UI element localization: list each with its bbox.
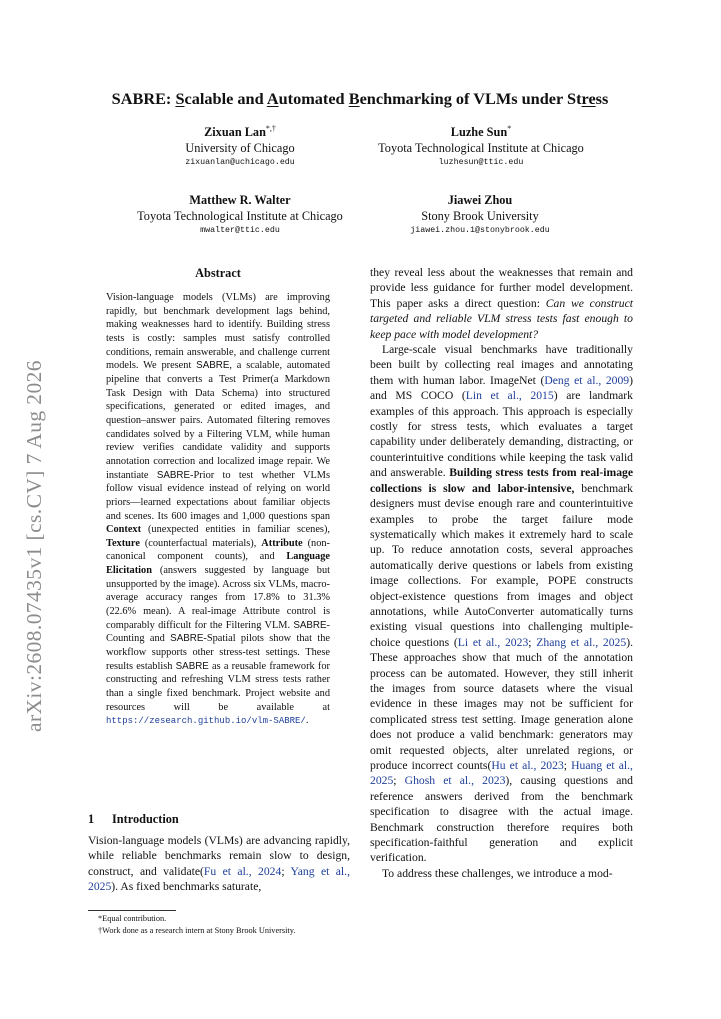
arxiv-stamp [22,360,52,732]
citation-link[interactable]: Lin et al., 2015 [465,389,554,403]
citation-link[interactable]: Hu et al., 2023 [491,759,564,772]
footnote-intern: †Work done as a research intern at Stony Brook University. [98,925,296,935]
author-email[interactable]: luzhesun@ttic.edu [438,158,524,168]
citation-link[interactable]: Deng et al., 2009 [544,373,630,387]
citation-link[interactable]: Fu et al., 2024 [203,864,282,878]
citation-link[interactable]: Ghosh et al., 2023 [404,774,506,788]
section-heading-introduction: 1 Introduction [88,812,179,826]
author-block-3 [110,192,370,238]
author-affiliation: Stony Brook University [421,209,539,223]
author-email[interactable]: zixuanlan@uchicago.edu [185,158,295,168]
author-affiliation: Toyota Technological Institute at Chicago [137,209,343,223]
author-name: Zixuan Lan [204,125,266,140]
right-column [370,265,633,881]
author-affiliation: University of Chicago [185,141,295,156]
paragraph-benchmarks: Large-scale visual benchmarks have traditionally been built by collecting real images and annotating them with human labor. ImageNet (Deng et al., 2009) and MS COCO (Lin et al., 2015) are landmark examples of this approach. This approach is especially costly for stress tests, which evaluates a target capability under deliberately demanding, distracting, or counterintuitive conditions while keeping the task valid and answerable. Building stress tests from real-image collections is slow and labor-intensive, benchmark designers must devise enough rare and counterintuitive examples to probe the target failure mode systematically which makes it extremely hard to scale up. To reduce annotation costs, several approaches automatically derive questions or labels from existing image collections. For example, POPE constructs object-existence questions from images and object annotations, while AutoConverter automatically turns existing visual questions into challenging multiple-choice questions (Li et al., 2023; Zhang et al., 2025). These approaches show that much of the annotation process can be automated. However, they still inherit the images from source datasets where the visual evidence in these images may not be sufficient for complicated stress test setting. Image generation alone does not produce a valid benchmark: generators may omit requested objects, alter unrelated regions, or produce incorrect counts(Hu et al., 2023; Huang et al., 2025; Ghosh et al., 2023), causing questions and reference answers derived from the benchmark specification to disagree with the actual image. Benchmark construction therefore requires both specification-faithful generation and explicit verification. [370,343,634,865]
citation-link[interactable]: Li et al., 2023 [457,635,529,649]
paragraph-approach: To address these challenges, we introduce a mod- [382,866,613,880]
paper-title: SABRE: Scalable and Automated Benchmarking of VLMs under Stress [111,89,609,108]
project-url-link[interactable]: https://zesearch.github.io/vlm-SABRE/ [106,716,306,727]
paragraph-question: they reveal less about the weaknesses that remain and provide less guidance for further model development. This paper asks a direct question: Can we construct targeted and reliable VLM stress tests fast enough to keep pace with model development? [370,266,633,341]
citation-link[interactable]: Huang et al., 2025 [370,759,633,788]
author-name: Jiawei Zhou [447,193,513,207]
author-block-2: Luzhe Sun* Toyota Technological Institute at Chicago luzhesun@ttic.edu [356,121,606,170]
citation-link[interactable]: Zhang et al., 2025 [536,635,627,649]
abstract-heading: Abstract [195,266,241,280]
author-affiliation: Toyota Technological Institute at Chicago [378,141,584,156]
abstract-body: Vision-language models (VLMs) are improving rapidly, but benchmark development lags behind, making weaknesses hard to identify. Building stress tests is costly: samples must satisfy controlled conditions, remain answerable, and challenge current models. We present SABRE, a scalable, automated pipeline that converts a Test Primer(a Markdown Task Design with Data Schema) into structured specifications, generated or edited images, and question–answer pairs. Automated filtering removes candidates solved by a Filtering VLM, while human review verifies candidate validity and supports annotation correction and localized image repair. We instantiate SABRE-Prior to test whether VLMs follow visual evidence instead of relying on world priors—learned expectations about familiar objects and scenes. Its 600 images and 1,000 questions span Context (unexpected entities in familiar scenes), Texture (counterfactual materials), Attribute (non-canonical component counts), and Language Elicitation (answers suggested by language but unsupported by the image). Across six VLMs, macro-average accuracy ranges from 17.8% to 31.3% (22.6% mean). A real-image Attribute control is comparably difficult for the Filtering VLM. SABRE-Counting and SABRE-Spatial pilots show that the workflow supports other stress-test settings. These results establish SABRE as a reusable framework for constructing and refreshing VLM stress tests rather than a single fixed benchmark. Project website and resources will be available at https://zesearch.github.io/vlm-SABRE/. [106,292,331,727]
footnotes [88,913,358,936]
citation-link[interactable]: Yang et al., 2025 [88,864,350,894]
author-name: Matthew R. Walter [189,193,291,207]
footnote-equal-contribution: *Equal contribution. [98,914,167,923]
author-email[interactable]: mwalter@ttic.edu [200,226,280,235]
intro-paragraph: Vision-language models (VLMs) are advancing rapidly, while reliable benchmarks remain slow to design, construct, and validate(Fu et al., 2024; Yang et al., 2025). As fixed benchmarks saturate, [88,834,350,894]
footnote-rule [88,910,176,911]
author-email[interactable]: jiawei.zhou.1@stonybrook.edu [410,226,550,235]
author-name: Luzhe Sun [450,125,508,140]
author-block-4 [380,192,580,238]
author-block-1: Zixuan Lan*,† University of Chicago zixuanlan@uchicago.edu [150,121,330,170]
arxiv-id: arXiv:2608.07435v1 [cs.CV] 7 Aug 2026 [22,360,46,732]
